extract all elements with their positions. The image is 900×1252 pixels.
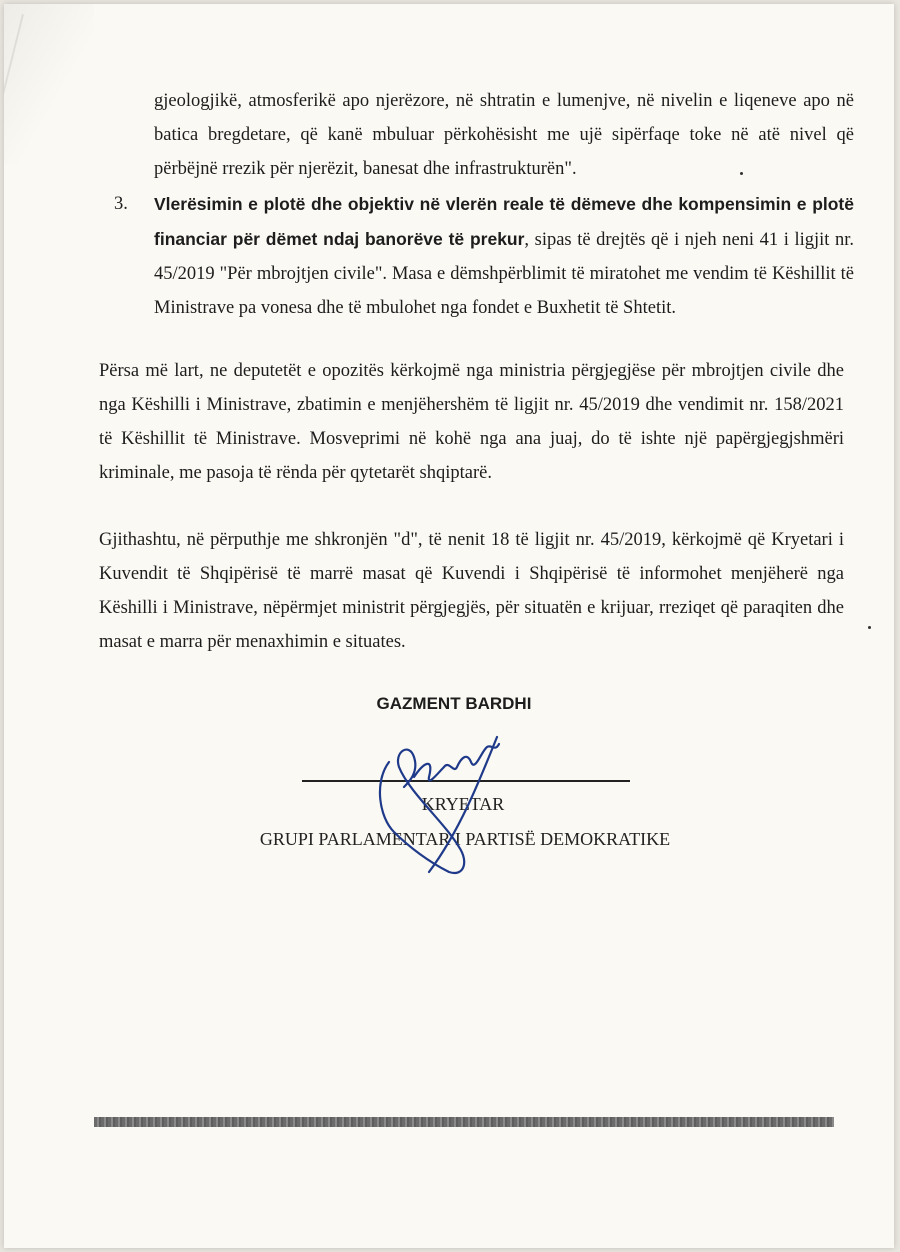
signatory-group: GRUPI PARLAMENTAR I PARTISË DEMOKRATIKE	[259, 829, 671, 849]
document-page	[4, 4, 894, 1248]
continued-text: gjeologjikë, atmosferikë apo njerëzore, në shtratin e lumenjve, në nivelin e liqeneve apo në batica bregdetare, që kanë mbuluar përkohësisht me ujë sipërfaqe toke në atë nivel që përbëjnë rrezik për njerëzit, banesat dhe infrastrukturën".	[154, 91, 854, 179]
speck	[740, 172, 743, 175]
signatory-name: GAZMENT BARDHI	[376, 694, 532, 713]
signatory-role: KRYETAR	[421, 794, 505, 814]
list-item-text	[154, 187, 854, 325]
handwritten-signature	[369, 722, 519, 882]
list-item-rest-text: , sipas të drejtës që i njeh neni 41 i ligjit nr. 45/2019 "Për mbrojtjen civile". Masa e dëmshpërblimit të miratohet me vendim të Këshillit të Ministrave pa vonesa dhe të mbulohet nga fondet e Buxhetit të Shtetit.	[154, 230, 854, 318]
paragraph-request: Përsa më lart, ne deputetët e opozitës kërkojmë nga ministria përgjegjëse për mbrojtjen civile dhe nga Këshilli i Ministrave, zbatimin e menjëhershëm të ligjit nr. 45/2019 dhe vendimit nr. 158/2021 të Këshillit të Ministrave. Mosveprimi në kohë nga ana juaj, do të ishte një papërgjegjshmëri kriminale, me pasoja të rënda për qytetarët shqiptarë.	[99, 361, 844, 483]
list-item-bold-text: Vlerësimin e plotë dhe objektiv në vlerën reale të dëmeve dhe kompensimin e plotë financiar për dëmet ndaj banorëve të prekur	[154, 194, 854, 249]
list-number: 3.	[114, 194, 128, 214]
footer-bar	[94, 1117, 834, 1127]
speck	[868, 626, 871, 629]
list-item-continued	[114, 84, 854, 186]
paragraph-parliament: Gjithashtu, në përputhje me shkronjën "d", të nenit 18 të ligjit nr. 45/2019, kërkojmë që Kryetari i Kuvendit të Shqipërisë të marrë masat që Kuvendi i Shqipërisë të informohet menjëherë nga Këshilli i Ministrave, nëpërmjet ministrit përgjegjës, për situatën e krijuar, rreziqet që paraqiten dhe masat e marra për menaxhimin e situates.	[99, 530, 844, 652]
list-item-3	[114, 187, 854, 325]
